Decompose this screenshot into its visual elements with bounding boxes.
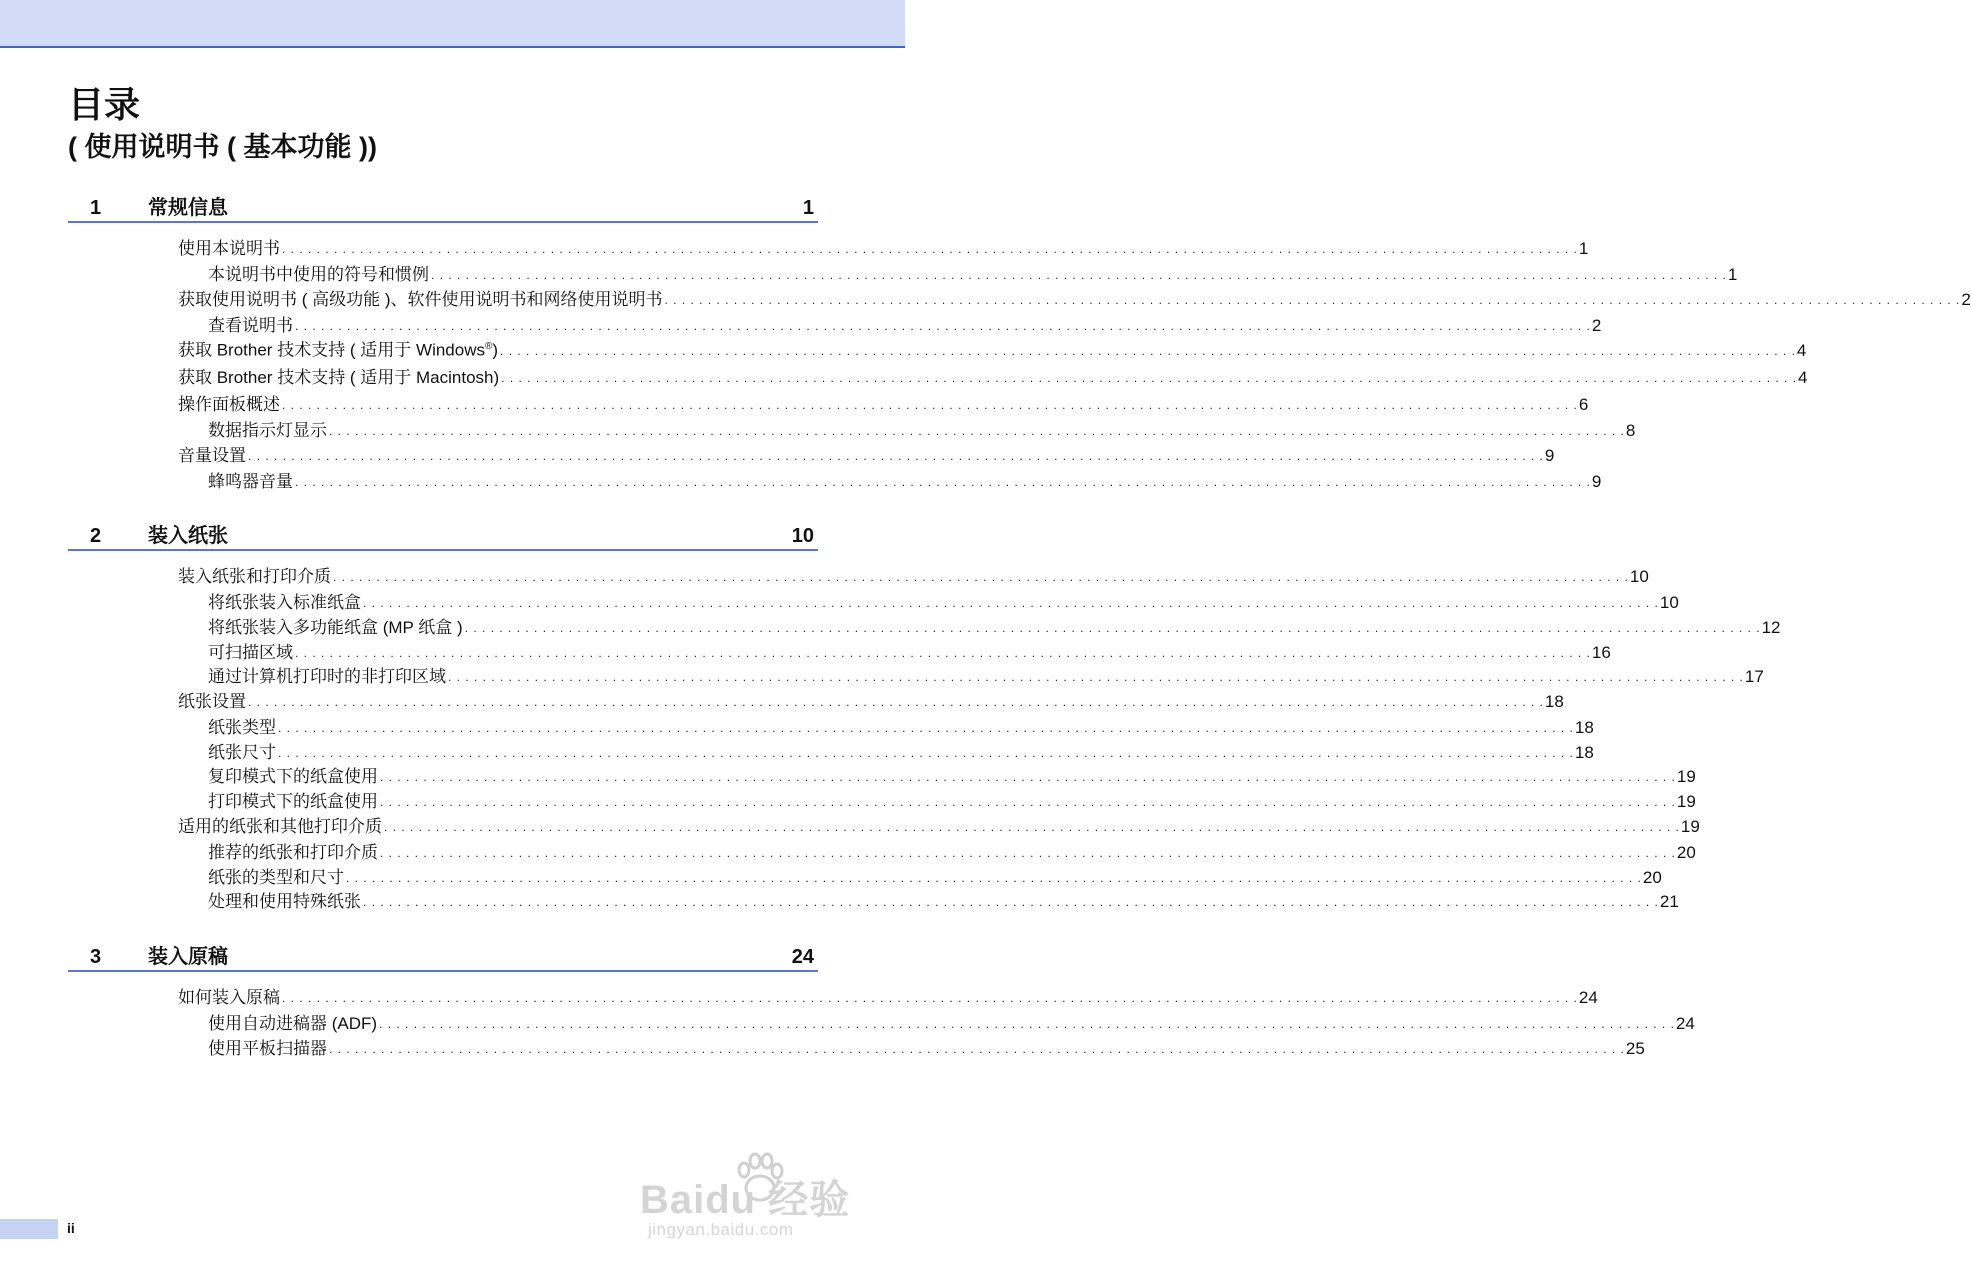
toc-entry-page: 2	[1591, 316, 1602, 335]
toc-entry-label: 查看说明书	[208, 316, 293, 335]
dot-leader: . . . . . . . . . . . . . . . . . . . . . . . . . . . . . . . . . . . . . . . . . . . . . . . . . . . . . . . . . . . . . . . . . . . . . . . . . . . . . . . . . . . . . . . . . . . . . . . . . . . . . . . . . . . . . . . . . . . . . . . . . . . . . . . . . . . . . . . . . . . . . . . . . . . . . .	[295, 319, 1591, 333]
dot-leader: . . . . . . . . . . . . . . . . . . . . . . . . . . . . . . . . . . . . . . . . . . . . . . . . . . . . . . . . . . . . . . . . . . . . . . . . . . . . . . . . . . . . . . . . . . . . . . . . . . . . . . . . . . . . . . . . . . . . . . . . . . . . . . . . . . . . . . . . . . . . . . . . . . . . . .	[363, 895, 1659, 909]
toc-entry-page: 20	[1676, 843, 1696, 862]
toc-entry-label: 可扫描区域	[208, 643, 293, 662]
dot-leader: . . . . . . . . . . . . . . . . . . . . . . . . . . . . . . . . . . . . . . . . . . . . . . . . . . . . . . . . . . . . . . . . . . . . . . . . . . . . . . . . . . . . . . . . . . . . . . . . . . . . . . . . . . . . . . . . . . . . . . . . . . . . . . . . . . . . . . . . . . . . . . . . . . . . . .	[500, 344, 1796, 358]
toc-entry-page: 25	[1625, 1039, 1645, 1058]
toc-entry-label: 推荐的纸张和打印介质	[208, 843, 378, 862]
dot-leader: . . . . . . . . . . . . . . . . . . . . . . . . . . . . . . . . . . . . . . . . . . . . . . . . . . . . . . . . . . . . . . . . . . . . . . . . . . . . . . . . . . . . . . . . . . . . . . . . . . . . . . . . . . . . . . . . . . . . . . . . . . . . . . . . . . . . . . . . . . . . . . . . . . . . . .	[333, 570, 1629, 584]
toc-entry-label: 操作面板概述	[178, 395, 280, 414]
toc-entry[interactable]	[208, 790, 1696, 812]
toc-entry[interactable]	[208, 866, 1662, 888]
chapter-heading-1[interactable]	[68, 197, 818, 223]
footer-band	[0, 1219, 58, 1239]
toc-entry[interactable]	[178, 565, 1649, 587]
toc-entry[interactable]	[208, 419, 1636, 441]
dot-leader: . . . . . . . . . . . . . . . . . . . . . . . . . . . . . . . . . . . . . . . . . . . . . . . . . . . . . . . . . . . . . . . . . . . . . . . . . . . . . . . . . . . . . . . . . . . . . . . . . . . . . . . . . . . . . . . . . . . . . . . . . . . . . . . . . . . . . . . . . . . . . . . . . . . . . .	[329, 424, 1625, 438]
toc-entry-page: 4	[1798, 368, 1808, 387]
dot-leader: . . . . . . . . . . . . . . . . . . . . . . . . . . . . . . . . . . . . . . . . . . . . . . . . . . . . . . . . . . . . . . . . . . . . . . . . . . . . . . . . . . . . . . . . . . . . . . . . . . . . . . . . . . . . . . . . . . . . . . . . . . . . . . . . . . . . . . . . . . . . . . . . . . . . . .	[448, 670, 1744, 684]
toc-entry-label: 使用平板扫描器	[208, 1039, 327, 1058]
toc-entry-label: 使用本说明书	[178, 239, 280, 258]
dot-leader: . . . . . . . . . . . . . . . . . . . . . . . . . . . . . . . . . . . . . . . . . . . . . . . . . . . . . . . . . . . . . . . . . . . . . . . . . . . . . . . . . . . . . . . . . . . . . . . . . . . . . . . . . . . . . . . . . . . . . . . . . . . . . . . . . . . . . . . . . . . . . . . . . . . . . .	[431, 268, 1727, 282]
registered-mark: ®	[485, 341, 493, 353]
dot-leader: . . . . . . . . . . . . . . . . . . . . . . . . . . . . . . . . . . . . . . . . . . . . . . . . . . . . . . . . . . . . . . . . . . . . . . . . . . . . . . . . . . . . . . . . . . . . . . . . . . . . . . . . . . . . . . . . . . . . . . . . . . . . . . . . . . . . . . . . . . . . . . . . . . . . . .	[363, 596, 1659, 610]
toc-entry-label: 复印模式下的纸盒使用	[208, 767, 378, 786]
toc-entry-label: 装入纸张和打印介质	[178, 567, 331, 586]
toc-entry-label: 通过计算机打印时的非打印区域	[208, 667, 446, 686]
chapter-number: 3	[90, 946, 102, 968]
dot-leader: . . . . . . . . . . . . . . . . . . . . . . . . . . . . . . . . . . . . . . . . . . . . . . . . . . . . . . . . . . . . . . . . . . . . . . . . . . . . . . . . . . . . . . . . . . . . . . . . . . . . . . . . . . . . . . . . . . . . . . . . . . . . . . . . . . . . . . . . . . . . . . . . . . . . . .	[380, 795, 1676, 809]
toc-entry-label: 纸张尺寸	[208, 743, 276, 762]
dot-leader: . . . . . . . . . . . . . . . . . . . . . . . . . . . . . . . . . . . . . . . . . . . . . . . . . . . . . . . . . . . . . . . . . . . . . . . . . . . . . . . . . . . . . . . . . . . . . . . . . . . . . . . . . . . . . . . . . . . . . . . . . . . . . . . . . . . . . . . . . . . . . . . . . . . . . .	[384, 820, 1680, 834]
toc-entry-page: 18	[1544, 692, 1564, 711]
toc-entry-page: 4	[1796, 341, 1807, 360]
toc-entry[interactable]	[178, 237, 1589, 259]
toc-entry[interactable]	[208, 314, 1602, 336]
dot-leader: . . . . . . . . . . . . . . . . . . . . . . . . . . . . . . . . . . . . . . . . . . . . . . . . . . . . . . . . . . . . . . . . . . . . . . . . . . . . . . . . . . . . . . . . . . . . . . . . . . . . . . . . . . . . . . . . . . . . . . . . . . . . . . . . . . . . . . . . . . . . . . . . . . . . . .	[664, 293, 1961, 307]
chapter-page: 10	[791, 525, 814, 547]
chapter-heading-3[interactable]	[68, 946, 818, 972]
header-band	[0, 0, 905, 48]
toc-entry-label: 获取 Brother 技术支持 ( 适用于 Windows®)	[178, 341, 499, 360]
toc-entry-page: 24	[1675, 1014, 1695, 1033]
toc-entry-label: 处理和使用特殊纸张	[208, 892, 361, 911]
toc-entry-page: 16	[1591, 643, 1611, 662]
watermark-url: jingyan.baidu.com	[648, 1220, 794, 1239]
chapter-page: 1	[802, 197, 814, 219]
watermark	[640, 1150, 860, 1245]
toc-entry-page: 6	[1578, 395, 1589, 414]
toc-entry-label: 获取使用说明书 ( 高级功能 )、软件使用说明书和网络使用说明书	[178, 290, 663, 309]
toc-entry-page: 19	[1676, 792, 1696, 811]
toc-entry[interactable]	[208, 1037, 1645, 1059]
toc-entry-page: 18	[1574, 718, 1594, 737]
toc-entry[interactable]	[208, 263, 1738, 285]
toc-entry[interactable]	[208, 591, 1679, 613]
toc-entry-label: 使用自动进稿器 (ADF)	[208, 1014, 378, 1033]
dot-leader: . . . . . . . . . . . . . . . . . . . . . . . . . . . . . . . . . . . . . . . . . . . . . . . . . . . . . . . . . . . . . . . . . . . . . . . . . . . . . . . . . . . . . . . . . . . . . . . . . . . . . . . . . . . . . . . . . . . . . . . . . . . . . . . . . . . . . . . . . . . . . . . . . . . . . .	[464, 621, 1761, 635]
title-block	[68, 84, 377, 164]
toc-entry-label: 纸张类型	[208, 718, 276, 737]
dot-leader: . . . . . . . . . . . . . . . . . . . . . . . . . . . . . . . . . . . . . . . . . . . . . . . . . . . . . . . . . . . . . . . . . . . . . . . . . . . . . . . . . . . . . . . . . . . . . . . . . . . . . . . . . . . . . . . . . . . . . . . . . . . . . . . . . . . . . . . . . . . . . . . . . . . . . .	[346, 871, 1642, 885]
toc-entry-page: 19	[1676, 767, 1696, 786]
dot-leader: . . . . . . . . . . . . . . . . . . . . . . . . . . . . . . . . . . . . . . . . . . . . . . . . . . . . . . . . . . . . . . . . . . . . . . . . . . . . . . . . . . . . . . . . . . . . . . . . . . . . . . . . . . . . . . . . . . . . . . . . . . . . . . . . . . . . . . . . . . . . . . . . . . . . . .	[282, 398, 1578, 412]
toc-entry-page: 1	[1727, 265, 1738, 284]
dot-leader: . . . . . . . . . . . . . . . . . . . . . . . . . . . . . . . . . . . . . . . . . . . . . . . . . . . . . . . . . . . . . . . . . . . . . . . . . . . . . . . . . . . . . . . . . . . . . . . . . . . . . . . . . . . . . . . . . . . . . . . . . . . . . . . . . . . . . . . . . . . . . . . . . . . . . .	[295, 475, 1591, 489]
dot-leader: . . . . . . . . . . . . . . . . . . . . . . . . . . . . . . . . . . . . . . . . . . . . . . . . . . . . . . . . . . . . . . . . . . . . . . . . . . . . . . . . . . . . . . . . . . . . . . . . . . . . . . . . . . . . . . . . . . . . . . . . . . . . . . . . . . . . . . . . . . . . . . . . . . . . . .	[329, 1042, 1625, 1056]
toc-entry[interactable]	[208, 765, 1696, 787]
watermark-brand: Baidu 经验	[640, 1178, 851, 1222]
toc-entry-label: 纸张的类型和尺寸	[208, 868, 344, 887]
toc-entry-page: 12	[1761, 618, 1781, 637]
toc-entry[interactable]	[208, 741, 1594, 763]
toc-entry[interactable]	[208, 716, 1594, 738]
chapter-page: 24	[791, 946, 814, 968]
chapter-number: 1	[90, 197, 102, 219]
toc-entry[interactable]	[178, 690, 1564, 712]
dot-leader: . . . . . . . . . . . . . . . . . . . . . . . . . . . . . . . . . . . . . . . . . . . . . . . . . . . . . . . . . . . . . . . . . . . . . . . . . . . . . . . . . . . . . . . . . . . . . . . . . . . . . . . . . . . . . . . . . . . . . . . . . . . . . . . . . . . . . . . . . . . . . . . . . . . . . .	[248, 449, 1544, 463]
page-subtitle: ( 使用说明书 ( 基本功能 ))	[68, 132, 377, 162]
toc-entry-page: 10	[1659, 593, 1679, 612]
toc-entry-page: 9	[1591, 472, 1602, 491]
dot-leader: . . . . . . . . . . . . . . . . . . . . . . . . . . . . . . . . . . . . . . . . . . . . . . . . . . . . . . . . . . . . . . . . . . . . . . . . . . . . . . . . . . . . . . . . . . . . . . . . . . . . . . . . . . . . . . . . . . . . . . . . . . . . . . . . . . . . . . . . . . . . . . . . . . . . . .	[282, 242, 1578, 256]
toc-entry[interactable]	[178, 366, 1808, 388]
dot-leader: . . . . . . . . . . . . . . . . . . . . . . . . . . . . . . . . . . . . . . . . . . . . . . . . . . . . . . . . . . . . . . . . . . . . . . . . . . . . . . . . . . . . . . . . . . . . . . . . . . . . . . . . . . . . . . . . . . . . . . . . . . . . . . . . . . . . . . . . . . . . . . . . . . . . . .	[295, 646, 1591, 660]
toc-entry-label: 数据指示灯显示	[208, 421, 327, 440]
toc-entry[interactable]	[178, 339, 1807, 361]
toc-entry-label: 如何装入原稿	[178, 988, 280, 1007]
chapter-title: 装入纸张	[148, 525, 228, 547]
footer-page-number: ii	[67, 1220, 75, 1236]
dot-leader: . . . . . . . . . . . . . . . . . . . . . . . . . . . . . . . . . . . . . . . . . . . . . . . . . . . . . . . . . . . . . . . . . . . . . . . . . . . . . . . . . . . . . . . . . . . . . . . . . . . . . . . . . . . . . . . . . . . . . . . . . . . . . . . . . . . . . . . . . . . . . . . . . . . . . .	[248, 695, 1544, 709]
toc-entry[interactable]	[208, 1012, 1695, 1034]
toc-entry-label: 纸张设置	[178, 692, 246, 711]
toc-entry[interactable]	[208, 841, 1696, 863]
toc-entry-label: 蜂鸣器音量	[208, 472, 293, 491]
dot-leader: . . . . . . . . . . . . . . . . . . . . . . . . . . . . . . . . . . . . . . . . . . . . . . . . . . . . . . . . . . . . . . . . . . . . . . . . . . . . . . . . . . . . . . . . . . . . . . . . . . . . . . . . . . . . . . . . . . . . . . . . . . . . . . . . . . . . . . . . . . . . . . . . . . . . . .	[380, 770, 1676, 784]
toc-entry-page: 10	[1629, 567, 1649, 586]
toc-entry-label: 适用的纸张和其他打印介质	[178, 817, 382, 836]
chapter-title: 装入原稿	[148, 946, 228, 968]
toc-entry[interactable]	[208, 641, 1611, 663]
dot-leader: . . . . . . . . . . . . . . . . . . . . . . . . . . . . . . . . . . . . . . . . . . . . . . . . . . . . . . . . . . . . . . . . . . . . . . . . . . . . . . . . . . . . . . . . . . . . . . . . . . . . . . . . . . . . . . . . . . . . . . . . . . . . . . . . . . . . . . . . . . . . . . . . . . . . . .	[278, 721, 1574, 735]
toc-entry[interactable]	[178, 815, 1700, 837]
toc-entry-page: 20	[1642, 868, 1662, 887]
toc-entry-label: 打印模式下的纸盒使用	[208, 792, 378, 811]
toc-entry-label: 本说明书中使用的符号和惯例	[208, 265, 429, 284]
toc-entry-label: 音量设置	[178, 446, 246, 465]
dot-leader: . . . . . . . . . . . . . . . . . . . . . . . . . . . . . . . . . . . . . . . . . . . . . . . . . . . . . . . . . . . . . . . . . . . . . . . . . . . . . . . . . . . . . . . . . . . . . . . . . . . . . . . . . . . . . . . . . . . . . . . . . . . . . . . . . . . . . . . . . . . . . . . . . . . . . .	[501, 371, 1798, 385]
dot-leader: . . . . . . . . . . . . . . . . . . . . . . . . . . . . . . . . . . . . . . . . . . . . . . . . . . . . . . . . . . . . . . . . . . . . . . . . . . . . . . . . . . . . . . . . . . . . . . . . . . . . . . . . . . . . . . . . . . . . . . . . . . . . . . . . . . . . . . . . . . . . . . . . . . . . . .	[379, 1017, 1675, 1031]
chapter-heading-2[interactable]	[68, 525, 818, 551]
toc-entry[interactable]	[178, 986, 1598, 1008]
toc-entry[interactable]	[208, 665, 1764, 687]
dot-leader: . . . . . . . . . . . . . . . . . . . . . . . . . . . . . . . . . . . . . . . . . . . . . . . . . . . . . . . . . . . . . . . . . . . . . . . . . . . . . . . . . . . . . . . . . . . . . . . . . . . . . . . . . . . . . . . . . . . . . . . . . . . . . . . . . . . . . . . . . . . . . . . . . . . . . .	[278, 746, 1574, 760]
toc-entry[interactable]	[208, 616, 1781, 638]
toc-entry-page: 1	[1578, 239, 1589, 258]
toc-entry[interactable]	[178, 288, 1971, 310]
toc-entry-page: 9	[1544, 446, 1555, 465]
toc-entry-label: 将纸张装入标准纸盒	[208, 593, 361, 612]
toc-entry-page: 19	[1680, 817, 1700, 836]
dot-leader: . . . . . . . . . . . . . . . . . . . . . . . . . . . . . . . . . . . . . . . . . . . . . . . . . . . . . . . . . . . . . . . . . . . . . . . . . . . . . . . . . . . . . . . . . . . . . . . . . . . . . . . . . . . . . . . . . . . . . . . . . . . . . . . . . . . . . . . . . . . . . . . . . . . . . .	[380, 846, 1676, 860]
toc-entry-page: 18	[1574, 743, 1594, 762]
chapter-number: 2	[90, 525, 102, 547]
dot-leader: . . . . . . . . . . . . . . . . . . . . . . . . . . . . . . . . . . . . . . . . . . . . . . . . . . . . . . . . . . . . . . . . . . . . . . . . . . . . . . . . . . . . . . . . . . . . . . . . . . . . . . . . . . . . . . . . . . . . . . . . . . . . . . . . . . . . . . . . . . . . . . . . . . . . . .	[282, 991, 1578, 1005]
chapter-title: 常规信息	[148, 197, 228, 219]
toc-entry-label: 将纸张装入多功能纸盒 (MP 纸盒 )	[208, 618, 463, 637]
toc-entry[interactable]	[178, 393, 1589, 415]
toc-entry-page: 8	[1625, 421, 1636, 440]
toc-entry-page: 17	[1744, 667, 1764, 686]
page-title: 目录	[68, 84, 141, 125]
toc-entry[interactable]	[208, 890, 1679, 912]
toc-entry-label: 获取 Brother 技术支持 ( 适用于 Macintosh)	[178, 368, 500, 387]
toc-entry[interactable]	[208, 470, 1602, 492]
toc-entry-page: 21	[1659, 892, 1679, 911]
toc-entry-page: 24	[1578, 988, 1598, 1007]
toc-entry[interactable]	[178, 444, 1555, 466]
toc-entry-page: 2	[1961, 290, 1971, 309]
